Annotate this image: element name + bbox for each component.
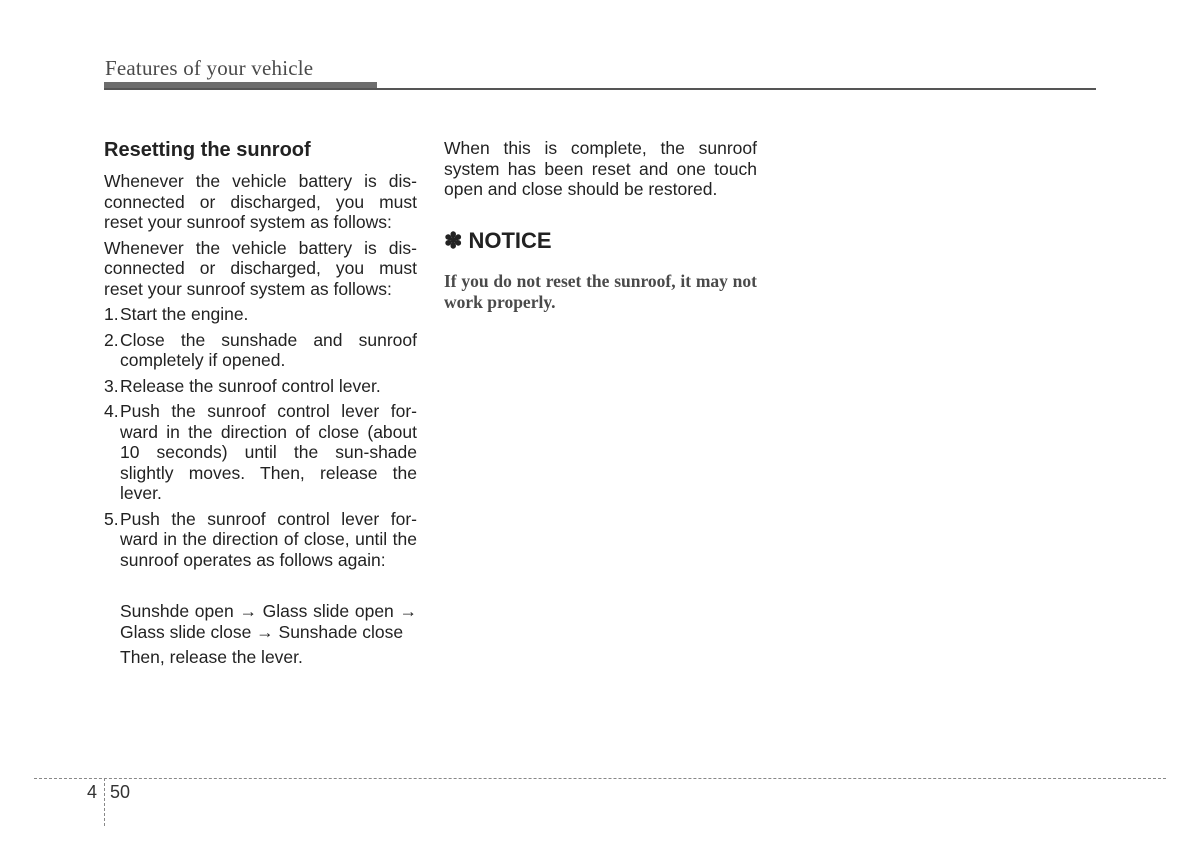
step-number: 4. xyxy=(104,401,119,421)
step-item xyxy=(104,509,417,571)
step-number: 3. xyxy=(104,375,119,396)
completion-paragraph: When this is complete, the sunroof system has been reset and one touch open and close should be restored. xyxy=(444,138,757,199)
notice-body: If you do not reset the sunroof, it may not work properly. xyxy=(444,271,757,312)
step-item xyxy=(104,330,417,371)
step-text: Release the sunroof control lever. xyxy=(120,375,381,396)
section-heading: Resetting the sunroof xyxy=(104,139,311,161)
footer-divider xyxy=(104,778,105,826)
notice-heading xyxy=(444,228,757,254)
header-rule xyxy=(104,88,1096,90)
step-item xyxy=(104,401,417,504)
chapter-number: 4 xyxy=(87,782,98,802)
step-text: Close the sunshade and sunroof completely if opened. xyxy=(120,329,417,370)
release-instruction: Then, release the lever. xyxy=(120,647,303,667)
left-column xyxy=(104,138,417,673)
steps-list xyxy=(104,304,417,570)
step-number: 1. xyxy=(104,304,119,324)
intro-paragraph-repeat: Whenever the vehicle battery is dis-connected or discharged, you must reset your sunroof system as follows: xyxy=(104,237,417,299)
step-number: 5. xyxy=(104,508,119,529)
header-title: Features of your vehicle xyxy=(105,56,314,80)
step-text: Start the engine. xyxy=(120,304,249,324)
notice-label: NOTICE xyxy=(468,227,552,253)
notice-star-icon: ✽ xyxy=(444,227,463,253)
step-text: Push the sunroof control lever for-ward in the direction of close, until the sunroof operates as follows again: xyxy=(120,508,417,570)
page-number: 50 xyxy=(110,782,131,802)
intro-paragraph: Whenever the vehicle battery is dis-connected or discharged, you must reset your sunroof system as follows: xyxy=(104,171,417,232)
step-item xyxy=(104,376,417,397)
footer-rule xyxy=(34,778,1166,779)
step-number: 2. xyxy=(104,329,119,350)
operation-sequence: Sunshde open → Glass slide open → Glass slide close → Sunshade close xyxy=(120,601,417,642)
right-column xyxy=(444,138,757,330)
step-item xyxy=(104,304,417,325)
step-text: Push the sunroof control lever for-ward in the direction of close (about 10 seconds) until the sun-shade slightly moves. Then, release the lever. xyxy=(120,401,417,503)
